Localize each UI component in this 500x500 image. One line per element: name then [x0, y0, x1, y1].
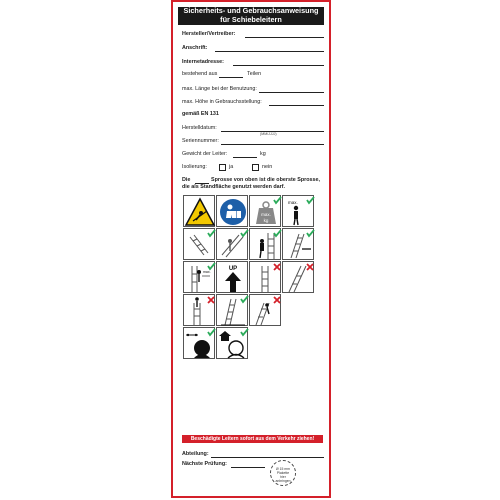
overreach-distance-icon — [183, 261, 215, 293]
label-abteilung: Abteilung: — [182, 451, 209, 457]
read-manual-icon — [216, 195, 248, 227]
label-norm: gemäß EN 131 — [182, 111, 219, 117]
date-hint: (MM/JJJJ) — [260, 132, 277, 136]
electrical-hazard-person-icon — [183, 327, 215, 359]
label-teilen: Teilen — [247, 71, 262, 77]
instruction-card — [171, 0, 331, 498]
label-max-laenge: max. Länge bei der Benutzung: — [182, 86, 257, 92]
label-internet: Internetadresse: — [182, 59, 224, 65]
line-gewicht[interactable] — [233, 157, 257, 158]
svg-text:max.: max. — [203, 270, 211, 274]
line-seriennummer[interactable] — [221, 144, 324, 145]
line-max-laenge[interactable] — [259, 92, 324, 93]
label-pruefung: Nächste Prüfung: — [182, 461, 227, 467]
svg-text:max.: max. — [261, 212, 271, 217]
ladder-step-over-icon — [249, 294, 281, 326]
label-ja: ja — [229, 164, 234, 170]
line-max-hoehe[interactable] — [269, 105, 324, 106]
ladder-person-top-icon — [183, 294, 215, 326]
svg-text:max.: max. — [288, 200, 298, 205]
stamp-line3: hier — [280, 475, 286, 479]
stamp-line4: anbringen — [275, 479, 291, 483]
label-sprosse-pre: Die — [182, 177, 191, 183]
label-herstelldatum: Herstelldatum: — [182, 125, 217, 131]
inspect-ladder-icon — [183, 228, 215, 260]
label-gewicht: Gewicht der Leiter: — [182, 151, 228, 157]
label-anschrift: Anschrift: — [182, 45, 208, 51]
inspection-sticker-circle — [270, 460, 296, 486]
ladder-side-icon — [249, 261, 281, 293]
carry-ladder-icon — [216, 228, 248, 260]
label-hersteller: Hersteller/Vertreiber: — [182, 31, 236, 37]
label-seriennummer: Seriennummer: — [182, 138, 219, 144]
line-teile-anzahl[interactable] — [219, 77, 243, 78]
ladder-lean-icon — [282, 261, 314, 293]
svg-text:kg: kg — [263, 218, 269, 223]
checkbox-nein[interactable] — [252, 164, 259, 171]
label-max-hoehe: max. Höhe in Gebrauchsstellung: — [182, 99, 262, 105]
label-sprosse-line2: die als Standfläche genutzt werden darf. — [182, 184, 286, 190]
line-internet[interactable] — [233, 65, 324, 66]
line-hersteller[interactable] — [245, 37, 324, 38]
stairs-ladder-icon — [282, 228, 314, 260]
svg-text:UP: UP — [228, 266, 238, 272]
header-line1: Sicherheits- und Gebrauchsanweisung — [183, 6, 319, 15]
warning-banner: Beschädigte Leitern sofort aus dem Verkehr ziehen! — [182, 435, 323, 443]
up-arrow-icon — [216, 261, 248, 293]
warning-fall-icon — [183, 195, 215, 227]
climb-face-ladder-icon — [249, 228, 281, 260]
label-bestehend: bestehend aus — [182, 71, 218, 77]
line-abteilung[interactable] — [211, 457, 324, 458]
checkbox-ja[interactable] — [219, 164, 226, 171]
header-line2: für Schiebeleitern — [220, 14, 282, 24]
card-header — [178, 7, 324, 25]
max-person-icon — [282, 195, 314, 227]
ladder-angle-icon — [216, 294, 248, 326]
label-sprosse-post: Sprosse von oben ist die oberste Sprosse, — [211, 177, 321, 183]
max-weight-icon — [249, 195, 281, 227]
line-pruefung[interactable] — [231, 467, 265, 468]
label-kg: kg — [260, 151, 266, 157]
label-isolierung: Isolierung: — [182, 164, 207, 170]
indoor-house-person-icon — [216, 327, 248, 359]
line-anschrift[interactable] — [215, 51, 324, 52]
stamp-line2: Plakette — [276, 471, 290, 475]
stamp-line1: Ø 15 mm — [276, 467, 290, 471]
label-nein: nein — [262, 164, 273, 170]
